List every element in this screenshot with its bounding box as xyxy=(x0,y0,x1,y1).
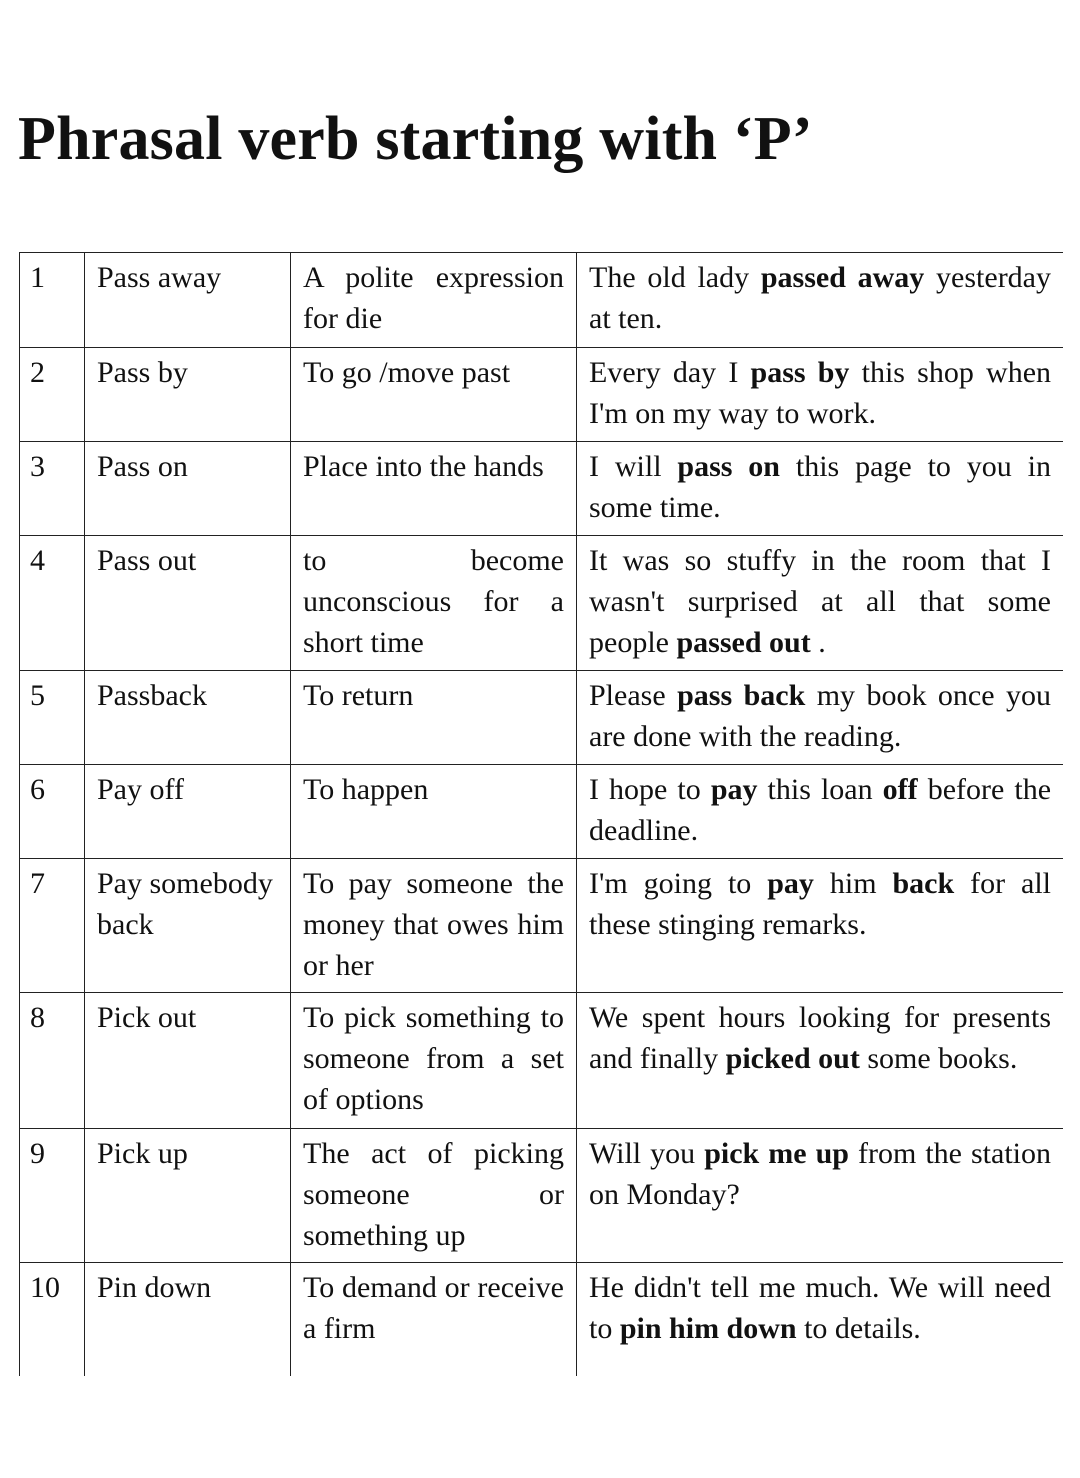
phrasal-verb: Pin down xyxy=(85,1263,291,1377)
highlighted-phrase: pin him down xyxy=(619,1312,797,1345)
row-number: 2 xyxy=(20,348,85,442)
table-row xyxy=(20,536,1064,671)
highlighted-phrase: passed away xyxy=(760,261,925,294)
table-row xyxy=(20,765,1064,859)
highlighted-phrase: pass by xyxy=(750,356,850,389)
example-sentence xyxy=(577,1129,1064,1263)
row-number: 9 xyxy=(20,1129,85,1263)
phrasal-verb: Pass out xyxy=(85,536,291,671)
phrasal-verb: Pass away xyxy=(85,253,291,348)
table-row xyxy=(20,1263,1064,1377)
row-number: 4 xyxy=(20,536,85,671)
highlighted-phrase: off xyxy=(882,773,918,806)
example-text: this shop when I'm on my way to work. xyxy=(589,356,1052,430)
table-row xyxy=(20,253,1064,348)
highlighted-phrase: passed out xyxy=(676,626,811,659)
phrasal-verb: Passback xyxy=(85,671,291,765)
example-text: . xyxy=(810,626,826,659)
example-sentence xyxy=(577,671,1064,765)
phrasal-verb: Pay off xyxy=(85,765,291,859)
table-row xyxy=(20,671,1064,765)
example-text: Every day I xyxy=(589,356,751,389)
example-sentence xyxy=(577,765,1064,859)
example-text: before the deadline. xyxy=(589,773,1052,847)
example-text: Please xyxy=(589,679,678,712)
row-number: 3 xyxy=(20,442,85,536)
example-text: I hope to xyxy=(589,773,711,806)
example-sentence xyxy=(577,859,1064,993)
verb-meaning: To go /move past xyxy=(291,348,577,442)
verb-meaning: To pick something to someone from a set of options xyxy=(291,993,577,1129)
example-sentence xyxy=(577,1263,1064,1377)
example-text: him xyxy=(813,867,893,900)
highlighted-phrase: back xyxy=(892,867,955,900)
highlighted-phrase: pay xyxy=(710,773,758,806)
example-text: my book once you are done with the reading. xyxy=(589,679,1052,753)
table-row xyxy=(20,1129,1064,1263)
example-sentence xyxy=(577,993,1064,1129)
phrasal-verb: Pass by xyxy=(85,348,291,442)
highlighted-phrase: pay xyxy=(767,867,814,900)
phrasal-verb: Pick up xyxy=(85,1129,291,1263)
example-text: He didn't tell me much. We will need to xyxy=(589,1271,1051,1345)
example-text: from the station on Monday? xyxy=(589,1137,1052,1211)
phrasal-verb: Pick out xyxy=(85,993,291,1129)
example-sentence xyxy=(577,536,1064,671)
example-text: I'm going to xyxy=(589,867,768,900)
example-text: The old lady xyxy=(589,261,761,294)
highlighted-phrase: pass on xyxy=(677,450,780,483)
row-number: 10 xyxy=(20,1263,85,1377)
example-sentence xyxy=(577,442,1064,536)
verb-meaning: To pay someone the money that owes him or her xyxy=(291,859,577,993)
phrasal-verb-table-container xyxy=(19,252,1063,1376)
example-sentence xyxy=(577,348,1064,442)
highlighted-phrase: pick me up xyxy=(704,1137,849,1170)
row-number: 7 xyxy=(20,859,85,993)
row-number: 8 xyxy=(20,993,85,1129)
example-text: It was so stuffy in the room that I wasn't surprised at all that some people xyxy=(589,544,1051,659)
table-row xyxy=(20,348,1064,442)
phrasal-verb-table xyxy=(19,252,1063,1376)
row-number: 1 xyxy=(20,253,85,348)
verb-meaning: To demand or receive a firm xyxy=(291,1263,577,1377)
table-row xyxy=(20,442,1064,536)
example-text: I will xyxy=(589,450,678,483)
highlighted-phrase: picked out xyxy=(725,1042,860,1075)
verb-meaning: A polite expression for die xyxy=(291,253,577,348)
highlighted-phrase: pass back xyxy=(677,679,806,712)
verb-meaning: Place into the hands xyxy=(291,442,577,536)
table-row xyxy=(20,993,1064,1129)
row-number: 5 xyxy=(20,671,85,765)
phrasal-verb: Pay somebody back xyxy=(85,859,291,993)
row-number: 6 xyxy=(20,765,85,859)
example-sentence xyxy=(577,253,1064,348)
page-title: Phrasal verb starting with ‘P’ xyxy=(18,105,813,173)
verb-meaning: The act of picking someone or something up xyxy=(291,1129,577,1263)
verb-meaning: To return xyxy=(291,671,577,765)
example-text: Will you xyxy=(589,1137,705,1170)
example-text: this page to you in some time. xyxy=(589,450,1051,524)
example-text: to details. xyxy=(796,1312,921,1345)
example-text: yesterday at ten. xyxy=(589,261,1051,335)
table-row xyxy=(20,859,1064,993)
example-text: some books. xyxy=(859,1042,1018,1075)
example-text: for all these stinging remarks. xyxy=(589,867,1052,941)
phrasal-verb: Pass on xyxy=(85,442,291,536)
verb-meaning: to become unconscious for a short time xyxy=(291,536,577,671)
example-text: this loan xyxy=(757,773,883,806)
example-text: We spent hours looking for presents and finally xyxy=(589,1001,1051,1075)
verb-meaning: To happen xyxy=(291,765,577,859)
